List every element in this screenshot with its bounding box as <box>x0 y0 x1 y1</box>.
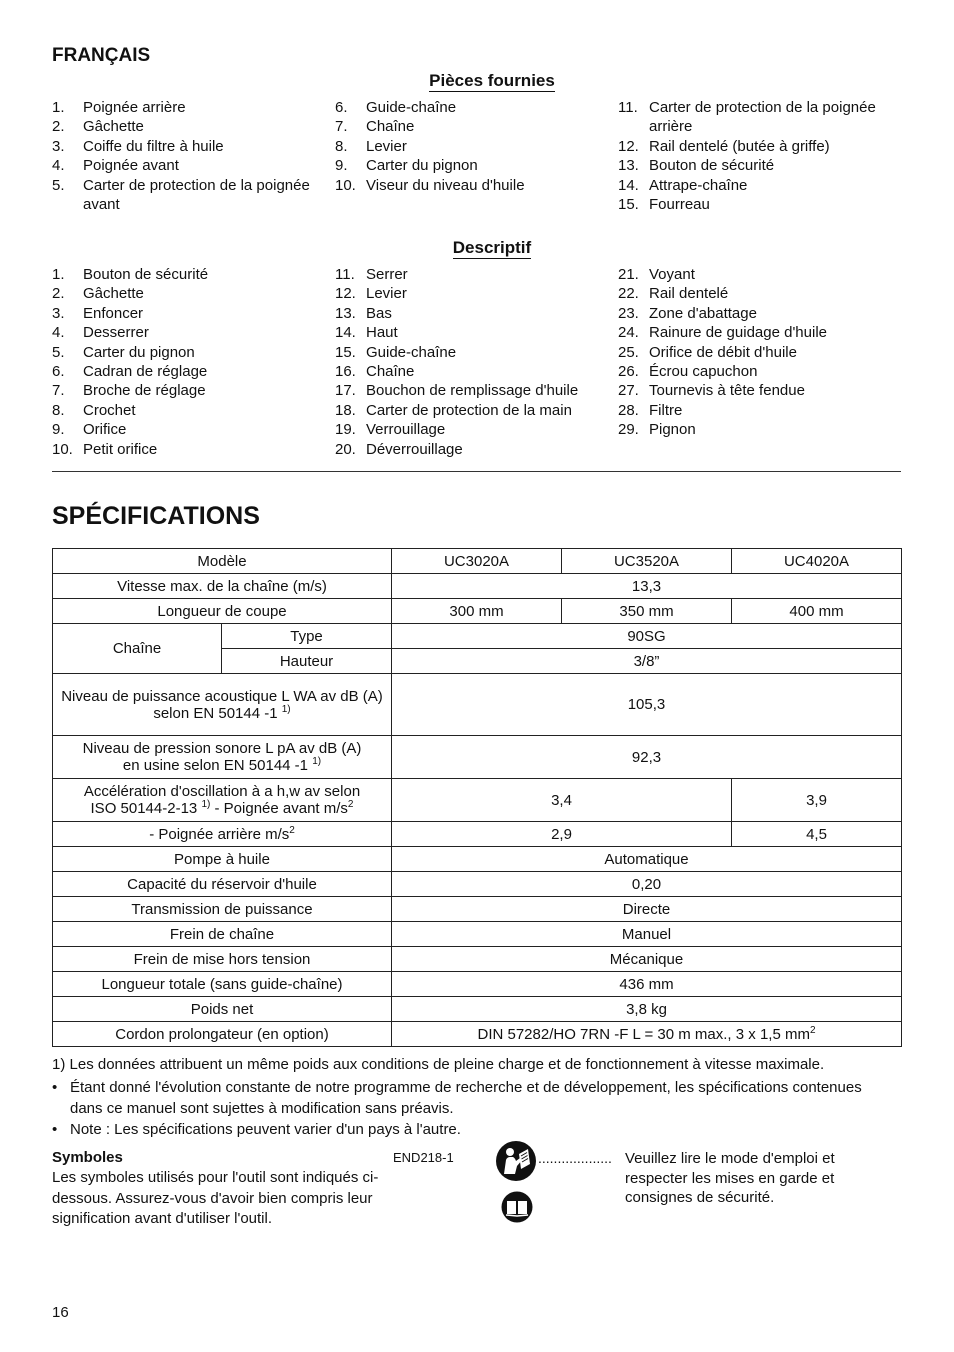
list-item-label: Carter de protection de la poignée arrière <box>649 99 876 136</box>
list-item-label: Poignée arrière <box>83 99 186 116</box>
list-item-label: Viseur du niveau d'huile <box>366 176 525 194</box>
list-item-number: 3. <box>52 137 65 155</box>
list-item-label: Verrouillage <box>366 421 446 439</box>
list-item-label: Écrou capuchon <box>649 363 758 381</box>
list-item <box>618 284 908 303</box>
list-item-label: Poignée avant <box>83 157 179 175</box>
list-item-number: 1. <box>52 99 65 116</box>
off-brake-label: Frein de mise hors tension <box>53 947 392 972</box>
list-item-label: Guide-chaîne <box>366 343 457 361</box>
list-item <box>52 98 332 117</box>
list-item <box>52 117 332 136</box>
list-item <box>52 137 332 156</box>
list-item-number: 15. <box>618 196 639 214</box>
list-item <box>335 304 615 323</box>
list-item <box>52 265 332 284</box>
page-number: 16 <box>52 1304 69 1321</box>
table-row <box>53 599 902 624</box>
list-item-label: Gâchette <box>83 118 144 136</box>
list-item <box>335 343 615 362</box>
list-item-number: 24. <box>618 324 639 342</box>
read-manual-warning-icon <box>495 1140 537 1186</box>
table-row <box>53 997 902 1022</box>
table-row <box>53 549 902 574</box>
oil-label: Capacité du réservoir d'huile <box>53 872 392 897</box>
list-column <box>335 98 615 195</box>
list-item <box>335 265 615 284</box>
transmission-value: Directe <box>392 897 902 922</box>
pitch-value: 3/8” <box>392 649 902 674</box>
list-item-number: 15. <box>335 343 356 361</box>
list-item <box>335 176 615 195</box>
list-item <box>52 304 332 323</box>
footnote: 1) Les données attribuent un même poids aux conditions de pleine charge et de fonctionnement à vitesse maximale. <box>52 1056 825 1073</box>
cut-value: 350 mm <box>562 599 732 624</box>
list-item-number: 22. <box>618 285 639 303</box>
table-row <box>53 624 902 649</box>
list-item-label: Carter du pignon <box>83 343 195 361</box>
list-item-number: 2. <box>52 118 65 136</box>
list-item-label: Chaîne <box>366 363 415 381</box>
list-item-number: 3. <box>52 304 65 322</box>
symbols-code: END218-1 <box>393 1150 454 1165</box>
list-item-label: Petit orifice <box>83 440 158 458</box>
list-item-number: 29. <box>618 421 639 439</box>
list-item-label: Coiffe du filtre à huile <box>83 137 224 155</box>
parts-section-title <box>0 71 954 91</box>
list-item-label: Serrer <box>366 266 408 283</box>
cut-value: 400 mm <box>732 599 902 624</box>
list-item-label: Enfoncer <box>83 304 144 322</box>
list-item <box>335 420 615 439</box>
list-item <box>52 323 332 342</box>
list-item-number: 8. <box>335 137 348 155</box>
list-item <box>52 401 332 420</box>
list-item <box>618 98 908 137</box>
table-row <box>53 947 902 972</box>
list-item-number: 12. <box>335 285 356 303</box>
table-row <box>53 736 902 779</box>
specifications-table <box>52 548 902 1047</box>
cord-value <box>392 1022 902 1047</box>
table-row <box>53 972 902 997</box>
list-column <box>618 265 908 440</box>
chain-brake-value: Manuel <box>392 922 902 947</box>
list-item-number: 9. <box>52 421 65 439</box>
parts-title-text: Pièces fournies <box>429 71 555 90</box>
list-column <box>335 265 615 459</box>
list-item <box>335 284 615 303</box>
list-item <box>335 98 615 117</box>
list-item-label: Pignon <box>649 421 696 439</box>
list-item <box>52 343 332 362</box>
symbols-heading: Symboles <box>52 1149 123 1166</box>
lwa-label-line2: selon EN 50144 -1 <box>153 704 278 722</box>
list-item <box>618 195 908 214</box>
table-row <box>53 922 902 947</box>
list-item <box>52 176 332 215</box>
lpa-label-line1: Niveau de pression sonore L pA av dB (A) <box>82 740 362 757</box>
list-item-number: 25. <box>618 343 639 361</box>
transmission-label: Transmission de puissance <box>53 897 392 922</box>
pump-value: Automatique <box>392 847 902 872</box>
list-item-number: 13. <box>335 304 356 322</box>
table-row <box>53 822 902 847</box>
vib-label-standard: ISO 50144-2-13 <box>90 800 198 817</box>
list-item-label: Rainure de guidage d'huile <box>649 324 828 342</box>
list-item <box>52 284 332 303</box>
list-item-number: 4. <box>52 324 65 342</box>
list-item-label: Desserrer <box>83 324 149 342</box>
cut-label: Longueur de coupe <box>53 599 392 624</box>
list-item-number: 5. <box>52 176 65 194</box>
list-item <box>618 323 908 342</box>
list-item <box>52 440 332 459</box>
vib-rear-value-a: 2,9 <box>392 822 732 847</box>
list-item-label: Bouton de sécurité <box>649 157 775 175</box>
list-item-number: 10. <box>335 176 356 194</box>
list-item <box>618 176 908 195</box>
list-item <box>618 420 908 439</box>
cord-value-text: DIN 57282/HO 7RN -F L = 30 m max., 3 x 1,5 mm <box>477 1025 810 1043</box>
list-item-label: Orifice <box>83 421 127 439</box>
list-item-number: 12. <box>618 137 639 155</box>
list-item-number: 11. <box>618 99 638 116</box>
list-item-label: Bouchon de remplissage d'huile <box>366 382 579 400</box>
list-column <box>52 98 332 214</box>
vib-label-front: - Poignée avant m/s <box>214 800 348 817</box>
list-item <box>52 362 332 381</box>
list-item-number: 10. <box>52 440 73 458</box>
weight-label: Poids net <box>53 997 392 1022</box>
list-item <box>335 362 615 381</box>
bullet-text: Note : Les spécifications peuvent varier d'un pays à l'autre. <box>70 1121 461 1138</box>
list-item-number: 16. <box>335 363 356 381</box>
list-column <box>52 265 332 459</box>
length-label: Longueur totale (sans guide-chaîne) <box>53 972 392 997</box>
list-item-label: Levier <box>366 285 407 303</box>
list-item-number: 17. <box>335 382 356 400</box>
bullet-marker: • <box>52 1121 58 1138</box>
list-item-number: 6. <box>335 99 348 116</box>
list-item-label: Fourreau <box>649 196 710 214</box>
list-item-number: 19. <box>335 421 356 439</box>
list-item-number: 4. <box>52 157 65 175</box>
chain-brake-label: Frein de chaîne <box>53 922 392 947</box>
table-row <box>53 897 902 922</box>
list-item-label: Filtre <box>649 401 683 419</box>
list-item-number: 13. <box>618 157 639 175</box>
list-item <box>618 343 908 362</box>
chain-label: Chaîne <box>53 624 222 674</box>
list-item-label: Déverrouillage <box>366 440 463 458</box>
list-item <box>335 323 615 342</box>
list-item-label: Zone d'abattage <box>649 304 757 322</box>
unit-exponent: 2 <box>347 799 354 810</box>
list-item-number: 11. <box>335 266 355 283</box>
list-item-number: 20. <box>335 440 356 458</box>
list-item-number: 21. <box>618 266 639 283</box>
list-item-label: Tournevis à tête fendue <box>649 382 805 400</box>
list-item-label: Rail dentelé <box>649 285 729 303</box>
list-item-label: Orifice de débit d'huile <box>649 343 797 361</box>
lwa-value: 105,3 <box>392 674 902 736</box>
bullet-item <box>52 1078 890 1119</box>
lpa-value: 92,3 <box>392 736 902 779</box>
table-row <box>53 574 902 599</box>
off-brake-value: Mécanique <box>392 947 902 972</box>
symbols-intro: Les symboles utilisés pour l'outil sont indiqués ci-dessous. Assurez-vous d'avoir bien compris leur signification avant d'utiliser l'outil. <box>52 1169 379 1227</box>
list-item-label: Chaîne <box>366 118 415 136</box>
list-item <box>618 265 908 284</box>
list-item-label: Attrape-chaîne <box>649 176 748 194</box>
list-item <box>335 381 615 400</box>
model-cell: UC3520A <box>562 549 732 574</box>
lwa-label-line1: Niveau de puissance acoustique L WA av dB (A) <box>61 687 383 705</box>
list-item-label: Carter de protection de la poignée avant <box>83 176 310 214</box>
type-label: Type <box>222 624 392 649</box>
pitch-label: Hauteur <box>222 649 392 674</box>
table-row <box>53 674 902 736</box>
list-item-label: Carter de protection de la main <box>366 401 572 419</box>
list-item-number: 9. <box>335 157 348 175</box>
footnote-ref: 1) <box>281 703 291 715</box>
list-item-number: 1. <box>52 266 65 283</box>
manual-book-icon <box>501 1191 533 1227</box>
list-item <box>618 362 908 381</box>
list-item-label: Guide-chaîne <box>366 99 457 116</box>
specifications-heading: SPÉCIFICATIONS <box>52 502 260 530</box>
list-item-label: Haut <box>366 324 398 342</box>
list-item <box>52 420 332 439</box>
unit-exponent: 2 <box>809 1024 816 1036</box>
list-item-label: Bouton de sécurité <box>83 266 209 283</box>
list-item-number: 27. <box>618 382 639 400</box>
length-value: 436 mm <box>392 972 902 997</box>
vib-front-value-b: 3,9 <box>732 779 902 822</box>
lwa-label <box>53 674 392 736</box>
leader-dots: ................... <box>538 1150 612 1166</box>
section-divider <box>52 471 901 472</box>
list-item-label: Rail dentelé (butée à griffe) <box>649 137 830 155</box>
list-item-number: 5. <box>52 343 65 361</box>
list-item <box>52 156 332 175</box>
descriptif-section-title <box>0 238 954 258</box>
model-cell: UC3020A <box>392 549 562 574</box>
footnote-ref: 1) <box>201 799 211 810</box>
symbol-description: Veuillez lire le mode d'emploi et respecter les mises en garde et consignes de sécurité. <box>625 1150 835 1206</box>
table-row <box>53 847 902 872</box>
type-value: 90SG <box>392 624 902 649</box>
bullet-text: Étant donné l'évolution constante de notre programme de recherche et de développement, les spécifications contenues dans ce manuel sont sujettes à modification sans préavis. <box>70 1079 862 1117</box>
list-item-number: 7. <box>335 118 348 136</box>
footnote-ref: 1) <box>312 756 322 767</box>
list-item-label: Gâchette <box>83 285 144 303</box>
table-row <box>53 779 902 822</box>
vib-label-line1: Accélération d'oscillation à a h,w av selon <box>83 783 361 800</box>
list-item-label: Carter du pignon <box>366 157 478 175</box>
list-item <box>335 401 615 420</box>
cord-label: Cordon prolongateur (en option) <box>53 1022 392 1047</box>
list-item <box>52 381 332 400</box>
list-item-number: 18. <box>335 401 356 419</box>
bullet-item <box>52 1120 890 1141</box>
weight-value: 3,8 kg <box>392 997 902 1022</box>
list-column <box>618 98 908 214</box>
list-item-number: 7. <box>52 382 65 400</box>
oil-value: 0,20 <box>392 872 902 897</box>
list-item <box>618 381 908 400</box>
vib-rear-label <box>53 822 392 847</box>
list-item <box>618 401 908 420</box>
list-item <box>618 156 908 175</box>
list-item <box>335 117 615 136</box>
model-label: Modèle <box>53 549 392 574</box>
model-cell: UC4020A <box>732 549 902 574</box>
speed-value: 13,3 <box>392 574 902 599</box>
descriptif-title-text: Descriptif <box>452 238 532 257</box>
list-item-number: 23. <box>618 304 639 322</box>
list-item-number: 28. <box>618 401 639 419</box>
list-item-number: 14. <box>618 176 639 194</box>
vib-front-value-a: 3,4 <box>392 779 732 822</box>
list-item-number: 26. <box>618 363 639 381</box>
list-item-number: 14. <box>335 324 356 342</box>
list-item <box>618 304 908 323</box>
list-item-number: 6. <box>52 363 65 381</box>
vib-rear-value-b: 4,5 <box>732 822 902 847</box>
list-item <box>618 137 908 156</box>
speed-label: Vitesse max. de la chaîne (m/s) <box>53 574 392 599</box>
lpa-label <box>53 736 392 779</box>
list-item-number: 2. <box>52 285 65 303</box>
list-item-label: Broche de réglage <box>83 382 206 400</box>
list-item-label: Crochet <box>83 401 136 419</box>
vib-front-label <box>53 779 392 822</box>
cut-value: 300 mm <box>392 599 562 624</box>
language-heading: FRANÇAIS <box>52 45 151 66</box>
list-item-label: Levier <box>366 137 407 155</box>
list-item-label: Voyant <box>649 266 695 283</box>
pump-label: Pompe à huile <box>53 847 392 872</box>
table-row <box>53 872 902 897</box>
lpa-label-line2: en usine selon EN 50144 -1 <box>122 757 309 774</box>
list-item-label: Bas <box>366 304 392 322</box>
list-item <box>335 137 615 156</box>
list-item <box>335 156 615 175</box>
unit-exponent: 2 <box>289 824 295 836</box>
list-item <box>335 440 615 459</box>
table-row <box>53 1022 902 1047</box>
vib-rear-label-text: - Poignée arrière m/s <box>149 825 290 843</box>
list-item-label: Cadran de réglage <box>83 363 208 381</box>
bullet-marker: • <box>52 1079 58 1096</box>
list-item-number: 8. <box>52 401 65 419</box>
